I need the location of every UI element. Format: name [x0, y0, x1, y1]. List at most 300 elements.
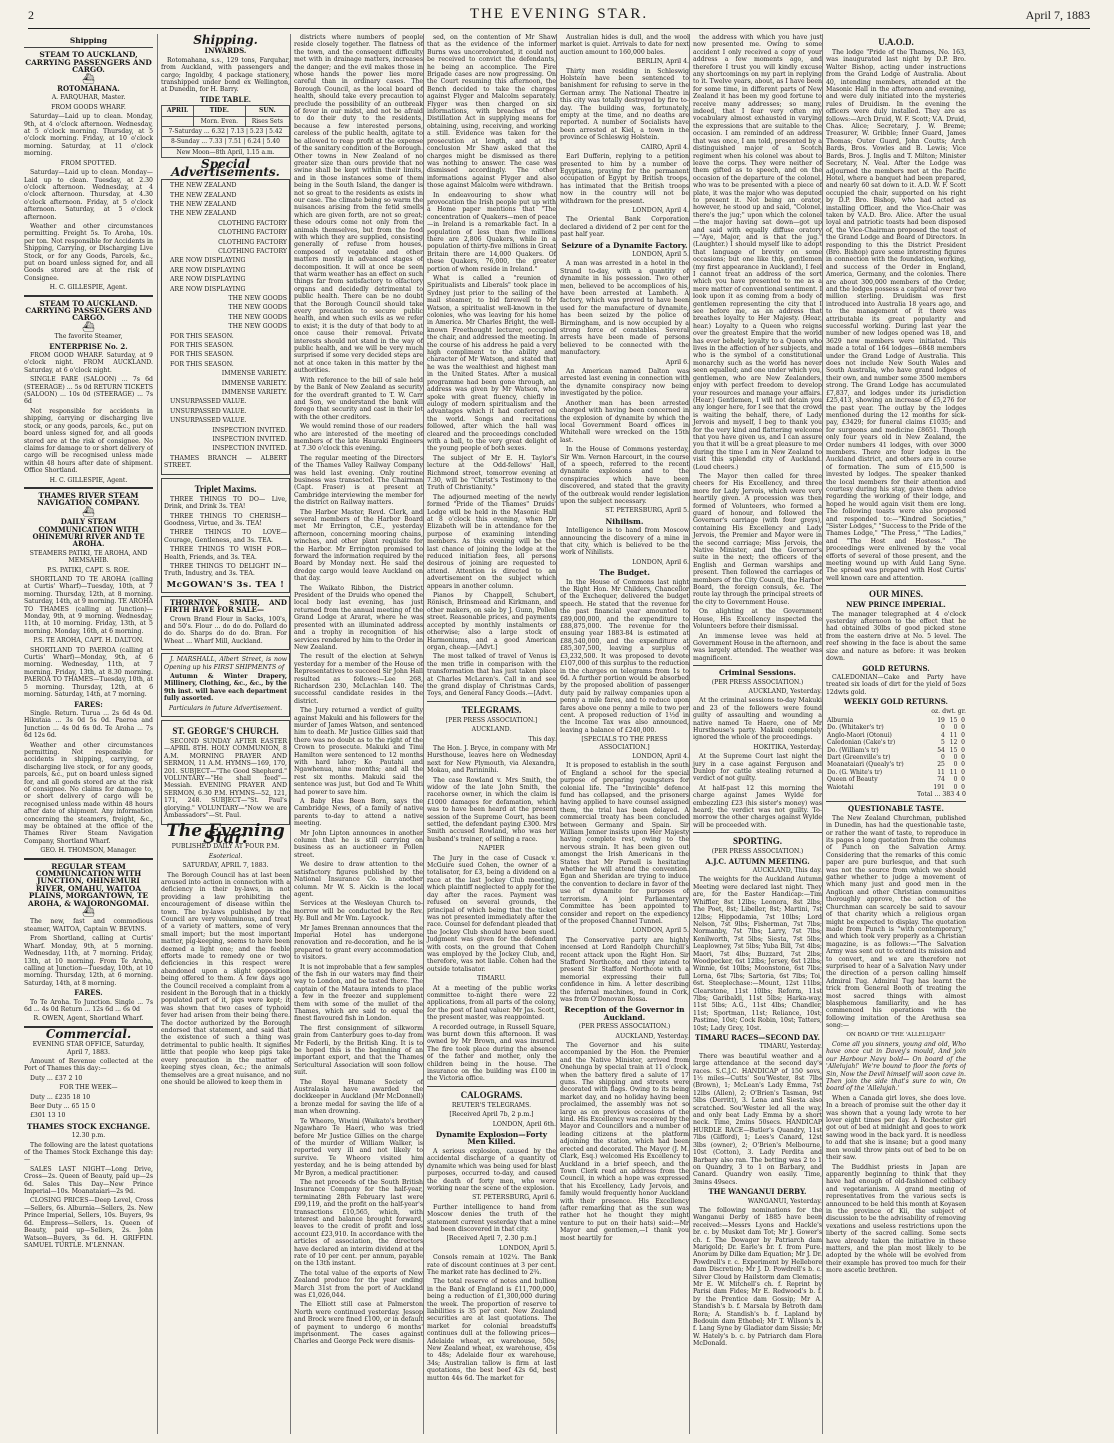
- stock-heading: THAMES STOCK EXCHANGE.: [26, 1121, 151, 1131]
- notice: Weather and other circumstances permitting. Freight 5s. To Aroha, 10s. per ton. Not responsible for Accidents in Shipping, Carrying, or Discharging Live Stock, or for any Goods, Parcels, &c., put on board unless signed for, and all Goods stored are at the risk of Consignee.: [24, 222, 153, 282]
- paragraph: The Harbor Master, Revd. Clerk, and several members of the Harbor Board met Mr Errington, C.E., yesterday afternoon, concerning mooring chains, winches, and other plant requisite for the Harbor. Mr Errington promised to forward the information required by the Board by Monday next. He said the dredge cargo would leave Auckland on that day.: [294, 508, 423, 583]
- special-heading: Special Advertisements.: [171, 157, 280, 179]
- table-cell-name: Do. (William's tr): [827, 746, 879, 754]
- telegrams-heading: TELEGRAMS.: [461, 704, 522, 715]
- press-association: (PER PRESS ASSOCIATION.): [711, 848, 804, 856]
- agent: R. OWEN, Agent, Shortland Wharf.: [33, 1015, 144, 1023]
- dateline: LONDON, April 4.: [632, 206, 689, 214]
- table-cell-oz: 54: [937, 746, 945, 754]
- paragraph: Consols remain at 102¼. The Bank rate of discount continues at 3 per cent. The market rate has declined to 2¾.: [427, 1254, 556, 1276]
- budget-heading: The Budget.: [599, 568, 650, 578]
- regular-heading: REGULAR STEAM COMMUNICATION WITH JUNCTION, OHINEMURI RIVER, OMAHU, WAITOA PLAINS, MORGANTOWN, TE AROHA, & WAIORONGOMAI.: [28, 861, 149, 908]
- table-cell-oz: 4: [941, 731, 945, 739]
- table-cell-dwt: 0: [953, 783, 958, 791]
- maxim: THREE THINGS TO CHERISH— Goodness, Virtue, and 3s. TEA!: [164, 512, 287, 527]
- steamer-label: The favorite Steamer,: [54, 333, 123, 341]
- table-cell-name: Caledonian (Cake's tr): [827, 739, 896, 747]
- table-cell-gr: 0: [961, 753, 965, 761]
- subheading: FROM SPOTTED.: [60, 159, 117, 167]
- table-cell-dwt: 0: [953, 724, 958, 732]
- press-association: (PER PRESS ASSOCIATION.): [711, 678, 804, 686]
- tide-head-april: APRIL: [162, 106, 194, 116]
- table-cell-gr: 0: [961, 746, 965, 754]
- paragraph: the address with which you have just now presented me. Owing to some accident I only received a copy of your address a few moments ago, and therefore I trust you will kindly excuse any shortcomings on my part in replying to it. Twelve years, about, as I have been for some time, in different parts of New Zealand it has been my good fortune to receive many addresses; so many, indeed, that I fear very often my vocabulary almost exhausted in varying the expressions that are suitable to the occasion. I am reminded of an address that was once, I am told, presented by a distinguished major of a Scotch regiment when his colonel was about to leave the corps. They were neither of them gifted as to speech, and on the occasion of the departure of the colonel, who was to be presented with a piece of plate, it was the major who was deputed to present it. Not being an orator, however, he stood up and said, "Colonel, there's the jug;" upon which the colonel—the major having sat down—got up and said with equally diffuse oratory—"Aye, Major, and is that the jug." (Laughter.) I should myself like to adopt that language of brevity on some occasions; but one like this, gentlemen (my first appearance in Auckland), I feel I cannot treat an address of the sort which you have presented to me as a mere matter of conventional sentiment. I look upon it as coming from a body of gentlemen representing the city that I see before me, as an address that breathes loyalty to Her Majesty. (Hear, hear.) Loyalty to a Queen who reigns over the greatest Empire that the world has ever beheld; loyalty to a Queen who lives in the affection of her subjects, and who is the symbol of a constitutional monarchy such as the world has never seen equalled; and one under which you, gentlemen, who are New Zealanders, enjoy with perfect freedom to develop your resources and manage your affairs. (Hear.) Gentlemen, I will not detain you any longer here, for I see that the crowd is waiting the behalf, there, of Lady Jervois and myself, I beg to thank you for the very kind and flattering welcome that you have given us, and I can assure you that it will be a great pleasure to me during the time I am in New Zealand to visit this splendid city of Auckland. (Loud cheers.): [693, 34, 822, 471]
- notice: Not responsible for accidents in shipping, carrying or discharging live stock, or any goods, parcels, &c., put on board unless signed for, and all goods stored are at the risk of consignee. No claims for damage to or short delivery of cargo will be recognised unless made within 48 hours after date of shipment. Office Shortland.: [24, 407, 153, 475]
- st-george-body: SECOND SUNDAY AFTER EASTER—APRIL 8TH. HOLY COMMUNION, 8 A.M. MORNING PRAYER AND SERMON, 11 A.M. HYMNS—169, 170, 201. SUBJECT—"The Good Shepherd." VOLUNTARY—"He shall feed"—Messiah. EVENING PRAYER AND SERMON, 6.30 P.M. HYMNS—52, 121, 171, 248. SUBJECT—"St. Paul's glorying." VOLUNTARY—"Now we are Ambassadors"—St. Paul.: [164, 738, 287, 820]
- column-3: [290, 34, 423, 1434]
- columns: [24, 34, 1090, 1434]
- table-row: [826, 784, 966, 791]
- page-number: 2: [28, 8, 34, 22]
- paragraph: At the criminal sessions to-day Makuki and 23 of the followers were found guilty of assaulting and wounding a native named Te Haere, one of Mr Hursthouse's party. Makuki completely ignored the whole of the proceedings.: [693, 697, 822, 742]
- dateline: AUCKLAND, Yesterday.: [615, 1032, 689, 1040]
- stock-sales: SALES LAST NIGHT—Long Drive, Cross—2s. Queen of Beauty, paid up—2s 6d. Sales This Day—New Prince Imperial—10s. Moanataiari—2s 9d.: [24, 1165, 153, 1196]
- ad-line: FOR THIS SEASON.: [170, 351, 234, 359]
- paragraph: At half-past 12 this morning the charge against James Wylde for embezzling £23 (his sister's money) was heard; the verdict was not guilty. To-morrow the other charges against Wylde will be proceeded with.: [693, 784, 822, 829]
- thames-heading: THAMES RIVER STEAM NAVIGATION COMPANY.: [37, 490, 140, 508]
- albert-street: ALBERT STREET.: [164, 454, 287, 470]
- ad-line: THE NEW ZEALAND: [170, 200, 237, 208]
- tide-row: 8-Sunday ... 7.33 | 7.51 | 6.24 | 5.40: [162, 137, 290, 147]
- paragraph: The Royal Humane Society of Australasia have awarded the dockkeeper in Auckland (Mr McDonnell) a bronze medal for saving the life of a man when drowning.: [294, 1078, 423, 1116]
- divider: [24, 47, 153, 48]
- column-5: [556, 34, 689, 1434]
- notice: Weather and other circumstances permitting. Not responsible for accidents in shipping, carrying, or discharging live stock, or for any goods, parcels, &c., put on board unless signed for, and all goods stored are at the risk of consignee. No claims for damage to, or short delivery of cargo will be recognised unless made within 48 hours after date of shipment. Any information concerning the steamers, freight, &c., may be obtained at the office of the Thames River Steam Navigation Company, Shortland Wharf.: [24, 741, 153, 845]
- table-cell-gr: 0: [961, 724, 965, 732]
- ship-icon: ⛴: [82, 73, 95, 85]
- table-cell-gr: 0: [961, 776, 965, 784]
- fares-heading: FARES:: [74, 699, 103, 709]
- table-row: [826, 724, 966, 731]
- ad-line: CLOTHING FACTORY: [218, 219, 287, 227]
- tide-table: [161, 105, 290, 158]
- press-association: [PER PRESS ASSOCIATION.]: [445, 716, 538, 724]
- paragraph: In endeavouring to show what provocation the Irish people put up with a Home paper mentions that "The concentration of Quakers—men of peace—in Ireland is a remarkable fact. In a population of less than five millions there are 2,806 Quakers, while in a population of thirty-five millions in Great Britain there are 14,000 Quakers. Of these Quakers, 76,000, the greater portion of whom reside in Ireland.": [427, 191, 556, 273]
- paragraph: In the House of Commons last night the Right Hon. Mr Childers, Chancellor of the Exchequer, delivered the budget speech. He stated that the revenue for the past financial year amounted to £89,000,000, and the expenditure to £88,875,000. The revenue for the ensuing year 1883-84 is estimated at £88,540,000, and the expenditure at £85,307,500, leaving a surplus of £3,232,500. It was proposed to devote £107,000 of this surplus to the reduction in the charges on telegrams from 1s to 6d. A further portion would be absorbed by the proposed abolition of passenger duty paid by railway companies upon a penny a mile fares, and to reduce upon fares above one penny a mile to two per cent. A proposed reduction of 1½d in the Income Tax was also announced, leaving a balance of £240,000.: [560, 578, 689, 734]
- table-cell-name: Alburnia: [827, 716, 854, 724]
- dateline: LONDON, April 4.: [632, 752, 689, 760]
- dateline: BERLIN, April 4.: [636, 58, 689, 66]
- paragraph: The Jury returned a verdict of guilty against Makuki and his followers for the murder of James Watson, and sentenced him to death. Mr Justice Gillies said that there was no doubt as to the right of the Crown to prosecute. Makuki and Timi Hamilton were sentenced to 12 months with hard labor; Ko Pautahi and Ngawhenua, nine months; and all the rest six months. Makuki said the sentence was just, but God and Te Whiti had power to save him.: [294, 707, 423, 796]
- weekly-returns-table: [826, 717, 966, 791]
- commercial-heading: Commercial.: [45, 1026, 132, 1041]
- duty: Duty ... £37 2 10: [30, 1074, 83, 1082]
- paragraph: What is called a "reunion of Spiritualists and Liberals" took place in Sydney just prior to the sailing of the mail steamer, to bid farewell to Mr Watson, a spiritualist well-known in the colonies, who was leaving for his home in America. Mr Charles Bright, the well-known Freethought lecturer, occupied the chair, and addressed the meeting. In the course of his address he paid a very high compliment to the ability and character of Mr Watson, and stated that he was the wealthiest and highest man in the United States. After a musical programme had been gone through, an address was given by Mr Watson, who spoke with great fluency, chiefly in eulogy of modern spiritualism and the advantages which it had conferred on the world. Songs and recitations followed, after which the hall was cleared and the proceedings concluded with a ball, to the very great delight of the young people of both sexes.: [427, 275, 556, 453]
- paragraph: CALEDONIAN—Cake and Party have treated six loads of dirt for the yield of 5ozs 12dwts gold.: [826, 673, 966, 696]
- column-1-shipping: [24, 34, 153, 1434]
- schedule: SHORTLAND TO TE AROHA (calling at Curtis' Wharf)—Tuesday, 10th, at 7 morning. Thursday, 12th, at 8 morning. Saturday, 14th, at 9 morning. TE AROHA TO THAMES (calling at Junction)—Monday, 9th, at 9 morning. Wednesday, 11th, at 10 morning. Friday, 13th, at 5 morning. Monday, 16th, at 6 morning.: [24, 576, 153, 635]
- dateline: LONDON, April 5.: [632, 927, 689, 935]
- table-row: [826, 732, 966, 739]
- fares: Single. Return. Turua ... 2s 6d 4s 0d. Hikutaia ... 3s 0d 5s 0d. Paeroa and Junction ... 4s 0d 6s 0d. Te Aroha ... 7s 6d 12s 6d.: [24, 709, 153, 740]
- nihilism-heading: Nihilism.: [605, 516, 644, 526]
- leader-text: The Borough Council has at last been aroused into action in connection with a deficiency in their by-laws, in not providing a law prohibiting the encouragement of disease within the town. The by-laws published by the Council are very voluminous, and treat of a variety of matters, some of very small import; but the most important matter, pig-keeping, seems to have been deemed a light one; and the feeble efforts made to remedy one or two deficiencies in this respect were abandoned upon a slight opposition being offered to them. A few days ago the Council received a complaint from a resident in the Borough that in a thickly populated part of it, pigs were kept; it was shown that two cases of typhoid fever had arisen from their being there. The doctor authorized by the Borough endorsed that statement, and said that the existence of such a thing was detrimental to public health. It signifies little that people who keep pigs take every precaution in the matter of keeping styes clean, &c.; the animals themselves are a great nuisance, and no one should be allowed to keep them in: [161, 871, 290, 1086]
- table-cell-name: Dart (Greenville's tr): [827, 753, 891, 761]
- thornton-ad: [161, 596, 290, 650]
- sporting-heading: SPORTING.: [733, 836, 782, 847]
- column-6: [689, 34, 822, 1434]
- stock-time: 12.30 p.m.: [71, 1132, 106, 1140]
- dateline: LONDON, April 6th.: [492, 1120, 556, 1128]
- dateline: This day.: [528, 735, 556, 743]
- inwards-text: Rotomahana, s.s., 129 tons, Farquhar, from Auckland, with passengers and cargo; Ingoldby, 4 package stationery, transhipped under bond ex Wellington, at Dunedin, for H. Barry.: [161, 56, 290, 94]
- table-row: [826, 747, 966, 754]
- table-cell-gr: 0: [961, 761, 965, 769]
- paragraph: Pianos by Chappell, Schubert, Rönisch, Brinsmead and Kirkmann, and other makers, on sale by J. Gunn, Pollen street. Reasonable prices, and payments accepted by monthly instalments or otherwise; also a large stock of Harmoniums, and a good American organ, cheap.—[Advt.]: [427, 592, 556, 651]
- dateline: TIMARU, Yesterday.: [759, 1043, 822, 1051]
- tide-head-time: TIDE.: [193, 106, 245, 116]
- column-2: [157, 34, 290, 1434]
- ad-line: ARE NOW DISPLAYING: [170, 285, 246, 293]
- marshall-line: Autumn & Winter Drapery, Millinery, Clothing, &c., &c., by the 9th inst. will have each department fully assorted.: [164, 673, 287, 703]
- paragraph: It is not improbable that a few samples of the fish in our waters may find their way to London, and be tasted there. The captain of the Mataura intends to place a few in the freezer and supplement them with some of the mullet of the Thames, which are said to equal the finest flavoured fish in London.: [294, 963, 423, 1023]
- paragraph: The Elliott still case at Palmerston North were continued yesterday. Jessop and Brock were fined £100, or in default of payment to undergo 6 months' imprisonment. The cases against Charles and George Peck were dismis-: [294, 1301, 423, 1346]
- maxim: THREE THINGS TO DELIGHT IN— Truth, Industry, and 3s. TEA.: [164, 562, 287, 578]
- ad-line: INSPECTION INVITED.: [212, 445, 287, 453]
- divider: [24, 487, 153, 489]
- table-cell-gr: 0: [961, 768, 965, 776]
- agent: H. C. GILLESPIE, Agent.: [49, 284, 128, 292]
- received: [Received April 7b, 2 p.m.]: [449, 1111, 534, 1119]
- tide-row: 7-Saturday ... 6.32 | 7.13 | 5.23 | 5.42: [162, 127, 290, 137]
- tide-title: TIDE TABLE.: [199, 94, 252, 104]
- ad-line: UNSURPASSED VALUE.: [170, 407, 247, 415]
- paragraph: The regular meeting of the Directors of the Thames Valley Railway Company was held last evening. Only routine business was transacted. The Chairman (Capt. Fraser) is at present at Cambridge interviewing the member for the district on Railway matters.: [294, 454, 423, 507]
- weekly-heading: WEEKLY GOLD RETURNS.: [844, 697, 948, 707]
- paragraph: The case Rowland v. Mrs Smith, the widow of the late John Smith, the racehorse owner, in which the claim is £1000 damages for defamation, which was to have been heard at the present session of the Supreme Court, has been settled, the defendant paying £300. Mrs Smith accused Rowland, who was her husband's trainer, of selling a race.: [427, 776, 556, 843]
- thames-branch: THAMES BRANCH: [170, 454, 238, 462]
- paragraph: The first consignment of silkworm grain from Canterbury goes to-day from Mr Federli, by the British King. It is to be hoped this is the beginning of an important export, and that the Thames Sericultural Association will soon follow suit.: [294, 1024, 423, 1077]
- paragraph: The Mayor then called for three cheers for His Excellency, and three more for Lady Jervois, which were very heartily given. A procession was then formed of Volunteers, who formed a guard of honour, and followed the Governor's carriage (with four greys), containing His Excellency and Lady Jervois, the Premier and Mayor were in the second carriage; Miss Jervois, the Native Minister, and the Governor's suite in the next; the officers of the English and German warships and present. Then followed the carriages of members of the City Council, the Harbor Board, the foreign consuls, &c. The route lay through the principal streets of the city to Government House.: [693, 472, 822, 606]
- triplet-maxims-ad: [161, 478, 290, 593]
- press-association: (PER PRESS ASSOCIATION.): [578, 1023, 671, 1031]
- dateline: April 6.: [665, 358, 689, 366]
- table-cell-oz: 0: [941, 753, 945, 761]
- dateline: ST. PETERSBURG, April 6.: [472, 1194, 556, 1202]
- tide-head-sun: SUN.: [245, 106, 289, 116]
- received: [Received April 7, 2.30 p.m.]: [446, 1235, 537, 1243]
- paragraph: The New Zealand Churchman, published in Dunedin, has had the questionable taste, or rather the want of taste, to reproduce in its pages a long quotation from the columns of Punch on the Salvation Army. Considering that the remarks of this comic paper are pure burlesque, and that such was not the source from which we should gather whether to judge a movement of which many just and good men in the Anglican and other Christian communities thoroughly approve, the action of the Churchman can scarcely be said to savour of that charity which a religious organ might be expected to display. The quotation made from Punch is "with contemporary," and which took very properly as a Christian magazine, is as follows:—"The Salvation Army was sent out to extend its mission and to convert, and we are therefore not surprised to hear of a Salvation Navy under the direction of a person calling himself Admiral Tug. Admiral Tug has learnt the trick from General Booth of treating the most sacred things with almost blasphemous familiarity, and he has commenced his operations with the following imitation of the Arethusa sea song:—: [826, 814, 966, 1030]
- table-cell-dwt: 11: [949, 768, 958, 776]
- ad-line: THE NEW GOODS: [228, 323, 287, 331]
- table-cell-oz: 5: [941, 739, 945, 747]
- taste-heading: QUESTIONABLE TASTE.: [848, 804, 944, 814]
- column-7: [822, 34, 966, 1434]
- weekly-total: Total ... 383 4 0: [917, 791, 966, 798]
- paragraph: On alighting at the Government House, His Excellency inspected the Volunteers before their dismissal.: [693, 608, 822, 631]
- timaru-races-heading: TIMARU RACES—SECOND DAY.: [695, 1033, 820, 1042]
- ship-icon: ⛴: [82, 321, 95, 333]
- dateline: LONDON, April 5.: [499, 1244, 556, 1252]
- motto: Esoterical.: [208, 852, 243, 860]
- steamers: STEAMERS PATIKI, TE AROHA, AND MEMSAHIB.: [29, 549, 148, 565]
- paragraph: The total reserve of notes and bullion in the Bank of England is £11,700,000, being a reduction of £1,300,000 during the week. The proportion of reserve to liabilities is 35 per cent. New Zealand securities are at last quotations. The market for colonial breadstuffs continues dull at the following prices—Adelaide wheat, ex warehouse, 50s; New Zealand wheat, ex warehouse, 45s to 48s; Adelaide flour ex warehouse, 34s; Australian tallow is firm at last quotations, the best beef 42s 6d, best mutton 44s 6d. The market for: [427, 1278, 556, 1382]
- fares-heading: FARES.: [74, 988, 103, 998]
- paragraph: Intelligence is to hand from Moscow announcing the discovery of a mine in that city, which is believed to be the work of Nihilists.: [560, 527, 689, 557]
- ad-line: IMMENSE VARIETY.: [221, 370, 287, 378]
- paragraph: The lodge "Pride of the Thames, No. 163, was inaugurated last night by D.P. Bro. Walter Bishop, acting under instructions from the Grand Lodge of Australia. About 40, intending members, attended at the Masonic Hall in the afternoon and evening, and were duly initiated into the mysteries rules of Druidism. In the evening the officers were duly installed. They are as follows:—Arch Druid, W. F. Scott; V.A. Druid, Chas. Alice; Secretary, J. W. Breme; Treasurer, W. Gribble; Inner Guard, James Thomas; Outer Guard, John Coutts; Arch Bards, Bros. Vowles and B. Lewis; Vice Bards, Bros. J. Inglis and T. Milton; Minister Secretary, N. Veal. After the Lodge was adjourned the members met at the Pacific Hotel, where a banquet had been prepared, and nearly 60 sat down to it. A.D. W. F. Scott occupied the chair, supported on his right by D.P. Bro. Bishop, who had acted as installing Officer, and the Vice-Chair was taken by V.A.D. Bro. Alice. After the usual loyal and patriotic toasts had been disposed of, the Vice-Chairman proposed the toast of the Grand Lodge and Board of Directors. In responding to this the District President (Bro. Bishop) gave some interesting figures in connection with the foundation, working, and success of the Order in England, America, Germany, and the colonies. There are about 300,000 members of the Order, and the lodges possess a capital of over two million sterling. Druidism was first introduced into Australia 18 years ago, and to the management of it there was attributable its great popularity and successful working. During last year the number of new lodges opened was 18, and 3629 new members were initiated. This made a total of 164 lodges—6848 members under the Grand Lodge of Australia. This does not include New South Wales and South Australia, who have grand lodges of their own, and number some 3500 members strong. The Grand Lodge has accumulated £7,837, and lodges under its jurisdiction £25,413, showing an increase of £5,276 for the past year. The outlay by the lodges mentioned during the 12 months for sick-pay, £3429; for funeral claims £1035; and for surgeons and medicine £8651. Though only four years old in New Zealand, the Order numbers 41 lodges, with over 3000 members. There are four lodges in the Auckland district, and others are in course of formation. The sum of £15,500 is invested by lodges. The speaker thanked the local members for their attention and courtesy during his stay, gave them advice regarding the working of their lodge, and hoped he would again visit them ere long. The following toasts were also proposed and responded to:—"Kindred Societies," "Sister Lodges," "Success to the Pride of the Thames Lodge," "The Press," "The Ladies," and "The Host and Hostess." The proceedings were enlivened by the vocal efforts of several of those present, and the meeting wound up with Auld Lang Syne. The spread was prepared with Host Curtis' well known care and attention.: [826, 49, 966, 582]
- maxim: THREE THINGS TO DO— Live, Drink, and Drink 3s. TEA!: [164, 495, 287, 511]
- table-cell-name: Queen of Beauty: [827, 776, 878, 784]
- paragraph: A serious explosion, caused by the accidental discharge of a quantity of dynamite which was being used for blast purposes, occurred to-day, and caused the death of forty men, who were working near the scene of the explosion.: [427, 1147, 556, 1192]
- dateline: AUCKLAND, This day.: [752, 867, 822, 875]
- fares: To Te Aroha. To Junction. Single ... 7s 6d ... 4s 0d Return ... 12s 6d ... 6s 0d: [24, 998, 153, 1013]
- divider: [427, 1086, 556, 1087]
- subheading: FROM GOODS WHARF.: [51, 103, 126, 111]
- reuters: REUTER'S TELEGRAMS.: [451, 1101, 532, 1109]
- ad-line: FOR THIS SEASON.: [170, 332, 234, 340]
- uao-heading: U.A.O.D.: [878, 37, 914, 47]
- paragraph: At a meeting of the public works committee to-night there were 22 applications, from all parts of the colony, for the post of land valuer. Mr Jas. Scott, the present master, was reappointed.: [427, 984, 556, 1022]
- calograms-heading: CALOGRAMS.: [460, 1089, 523, 1100]
- divider: [693, 665, 822, 666]
- paragraph: Earl Dufferin, replying to a petition presented to him by a number of Egyptians, praying for the permanent occupation of Egypt by British troops, has intimated that the British troops now in the country will not be withdrawn for the present.: [560, 153, 689, 205]
- paragraph: We would remind those of our readers who are interested of the meeting of members of the late Hauraki Engineers at 7.30 o'clock this evening.: [294, 423, 423, 453]
- table-cell-gr: 0: [961, 739, 965, 747]
- ship-icon: ⛴: [82, 506, 95, 518]
- divider: [826, 801, 966, 802]
- divider: [24, 858, 153, 860]
- clothing-factory-ad: [161, 179, 290, 475]
- ad-line: INSPECTION INVITED.: [212, 436, 287, 444]
- dateline: AUCKLAND, Yesterday.: [748, 687, 822, 695]
- seizure-heading: Seizure of a Dynamite Factory.: [561, 240, 688, 250]
- table-cell-gr: 0: [961, 731, 965, 739]
- masthead: [28, 6, 1090, 29]
- paragraph: Services at the Wesleyan Church to-morrow will be conducted by the Rev. Hy. Bull and Mr Wm. Laycock.: [294, 900, 423, 923]
- dateline: LONDON, April 6.: [632, 558, 689, 566]
- ajc-heading: A.J.C. AUTUMN MEETING.: [705, 856, 810, 866]
- schedule: Saturday—Laid up to clean. Monday—Laid up to clean. Tuesday, at 2.30 o'clock afternoon. Wednesday, at 4 o'clock afternoon. Thursday, at 4.30 o'clock afternoon. Friday, at 5 o'clock afternoon. Saturday, at 5 o'clock afternoon.: [24, 169, 153, 221]
- masthead-date: April 7, 1883: [1025, 8, 1090, 22]
- paragraph: The Conservative party are highly incensed at Lord Randolph Churchill's recent attack upon the Right Hon. Sir Stafford Northcote, and they intend to present Sir Stafford Northcote with a memorial expressing their full confidence in him. A letter describing the infernal machines, found in Cork, was from O'Donovan Rossa.: [560, 936, 689, 1003]
- ad-line: CLOTHING FACTORY: [218, 229, 287, 237]
- ad-line: CLOTHING FACTORY: [218, 247, 287, 255]
- ad-line: THE NEW ZEALAND: [170, 191, 237, 199]
- beer-duty: Beer Duty ... 65 15 0: [30, 1103, 96, 1110]
- daily-steam: DAILY STEAM COMMUNICATION WITH OHINEMURI RIVER AND TE AROHA.: [32, 517, 145, 549]
- leader-date: SATURDAY, APRIL 7, 1883.: [182, 862, 269, 870]
- ad-line: UNSURPASSED VALUE.: [170, 417, 247, 425]
- divider: [693, 832, 822, 833]
- steam-auckland-heading: STEAM TO AUCKLAND, CARRYING PASSENGERS AND CARGO.: [25, 50, 152, 75]
- ad-line: THE NEW GOODS: [228, 294, 287, 302]
- table-cell-oz: 74: [937, 776, 945, 784]
- for-week: FOR THE WEEK—: [59, 1084, 118, 1092]
- ship-name: ROTOMAHANA.: [57, 84, 120, 94]
- paragraph: A man was arrested in a hotel in the Strand to-day, with a quantity of dynamite in his possession. Two other men, believed to be accomplices of his, have been arrested at Lambeth. A factory, which was proved to have been used for the manufacture of dynamite, has been seized by the police of Birmingham, and is now occupied by a strong force of constables. Several arrests have been made of persons believed to be connected with the manufactory.: [560, 260, 689, 357]
- paragraph: Further intelligence to hand from Moscow denies the truth of the statement current yesterday that a mine had been discovered in that city.: [427, 1203, 556, 1233]
- table-row: [826, 769, 966, 776]
- ad-line: THE NEW ZEALAND: [170, 210, 237, 218]
- ad-line: FOR THIS SEASON.: [170, 342, 234, 349]
- table-row: [826, 739, 966, 746]
- tide-head-morn: Morn. Even.: [193, 116, 245, 126]
- dynamite-heading: Dynamite Explosion—Forty Men Killed.: [435, 1130, 548, 1147]
- paragraph: The subject of Mr E. H. Taylor's lecture at the Odd-fellows' Hall, Richmond street, tomorrow evening at 7.30, will be "Christ's Testimony to the Truth of Christianity.": [427, 454, 556, 492]
- dateline: LONDON, April 5.: [632, 250, 689, 258]
- ship-name: ENTERPRISE No. 2.: [49, 341, 128, 351]
- table-cell-dwt: 15: [949, 746, 958, 754]
- ad-line: INSPECTION INVITED.: [212, 426, 287, 434]
- published-line: PUBLISHED DAILY AT FOUR P.M.: [171, 843, 280, 851]
- paragraph: The following nominations for the Wanganui Derby of 1885 have been received:—Messrs Lyons and Hackle's br. c. by Musket dam Tot; Mr J. Gower's ch. f. The Dowager by Patriarch dam Marigold; Dr. Earle's br. f. from Pure. Anorum by Dilke dam Equation; Mr J. Dr. Powdrell's r. c. Experiment by Hellebore dam Discretion; Mr J. D. Powdrell's b. c. Silver Cloud by Hailstorm dam Clematis; Mr E. W. Mitchell's ch. f. Reprint by Parisi dam Fides; Mr E. Redwood's b. f. by the Prentice dam Gossip; Mr A. Standish's b. f. Marsala by Betroth dam Rora; A. Standish's b. f. Lapland by Bedouin dam Ethebel; Mr T. Wilson's b. f. Lang Syne by Gladiator dam Sissie; Mr W. Hately's b. c. by Patriarch dam Flora McDonald.: [693, 1206, 822, 1348]
- paragraph: The Hon. J. Bryce, in company with Mr Hursthouse, leaves here on Wednesday next for New Plymouth, via Alexandra, Mokau, and Parininihi.: [427, 744, 556, 775]
- paragraph: When a Canada girl loves, she does love. In a breach of promise suit the other day it was shown that a young lady wrote to her lover eight times per day. A Rochester girl got out of bed at midnight and goes to work sawing wood in the back yard. It is needless to add that she is insane; but a good many men would throw pints out of bed to be on their saw.: [826, 1094, 966, 1162]
- table-cell-name: Do. (G. White's tr): [827, 768, 883, 776]
- paragraph: We desire to draw attention to the satisfactory figures published by the National Insurance Co. in another column. Mr W. S. Aickin is the local agent.: [294, 861, 423, 898]
- column-4: [423, 34, 556, 1434]
- shipping-header: Shipping: [69, 36, 108, 45]
- prince-heading: NEW PRINCE IMPERIAL.: [846, 600, 946, 610]
- paragraph: The Jury in the case of Cusack v. McGuire sued Cohen, the owner of a totalisator, for £3, being a dividend on a race at the last Jockey Club meeting, which plaintiff neglected to apply for the day after the races. Payment was refused on several grounds, the principal of which being that the ticket was not presented immediately after the race. Counsel for defendant pleaded that the Jockey Club should have been sued. Judgment was given for the defendant with costs, on the ground that Cohen was employed by the Jockey Club, and, therefore, was not liable. Cohen had the outside totalisator.: [427, 854, 556, 973]
- paragraph: The Waikato Ribbon, the District President of the Druids who opened the local body last evening, has just returned from the annual meeting of the Grand Lodge at Ararat, where he was presented with an illuminated address and a trophy in recognition of his services rendered by him to the Order in New Zealand.: [294, 584, 423, 651]
- paragraph: An immense levee was held at Government House in the afternoon, and was largely attended. The weather was magnificent.: [693, 632, 822, 662]
- masthead-title: THE EVENING STAR.: [469, 6, 649, 22]
- paragraph: The most talked of travel of Venus is the men trifle in comparison with the transformation that has just taken place at Charles McLaren's. Call in and see the grand display of Christmas Cards, Toys, and General Fancy Goods.—[Advt.: [427, 653, 556, 698]
- thornton-body: Crown Brand Flour in Sacks, 100's, and 50's. Flour ... do do do. Pollard do do do. Sharps do do do. Bran. For Wheat ... Wharf Mill, Auckland.: [164, 615, 287, 645]
- dateline: ST. PETERSBURG, April 5.: [605, 507, 689, 515]
- paragraph: Australian hides is dull, and the wool market is quiet. Arrivals to date for next auction amount to 160,000 bales.: [560, 34, 689, 56]
- marshall-ad: [161, 653, 290, 717]
- ad-line: ARE NOW DISPLAYING: [170, 266, 246, 274]
- office-line: EVENING STAR OFFICE, Saturday, April 7, 1883.: [32, 1041, 145, 1056]
- maxim: THREE THINGS TO WISH FOR— Health, Friends, and 3s. TEA.: [164, 546, 287, 561]
- paragraph: Thirty men residing in Schleswig Holstein have been sentenced to banishment for refusing to serve in the German army. The National Theatre in this city was totally destroyed by fire to-day. The building was, fortunately, empty at the time, and no deaths are reported. A number of Socialists have been arrested at Kiel, a town in the province of Schleswig Holstein.: [560, 67, 689, 142]
- table-cell-gr: 0: [961, 716, 965, 724]
- waitoa: The new, fast and commodious steamer, WAITOA, Captain W. BEVINS.: [24, 918, 153, 933]
- table-cell-name: Anglo-Maori (Otonui): [827, 731, 892, 739]
- duty: Duty ... £235 18 10: [30, 1093, 91, 1101]
- table-row: [826, 717, 966, 724]
- alleluia-heading: ON BOARD OF THE 'ALLELUJAH!': [846, 1031, 946, 1038]
- gold-returns-heading: GOLD RETURNS.: [862, 663, 930, 673]
- ad-line: FOR THIS SEASON.: [170, 360, 234, 368]
- mines-heading: OUR MINES.: [868, 589, 923, 600]
- revenue: Amount of Revenue collected at the Port of Thames this day:—: [24, 1057, 153, 1073]
- table-cell-dwt: 0: [953, 776, 958, 784]
- table-cell-oz: 25: [937, 761, 945, 769]
- fares: SINGLE FARE (SALOON) ... 7s 6d (STEERAGE) ... 5s 0d RETURN TICKETS (SALOON) ... 10s 0d (STEERAGE) ... 7s 6d: [24, 376, 153, 406]
- reception-heading: Reception of the Governor in Auckland.: [564, 1005, 685, 1022]
- schedule: Saturday—Laid up to clean. Monday, 9th, at 4 o'clock afternoon. Wednesday, at 5 o'clock morning. Thursday, at 5 o'clock morning. Friday, at 10 o'clock morning. Saturday, at 11 o'clock morning.: [24, 113, 153, 158]
- master: A. FARQUHAR, Master.: [51, 94, 126, 102]
- wanganui-heading: THE WANGANUI DERBY.: [708, 1187, 807, 1197]
- paragraph: The net proceeds of the South British Insurance Company for the half-year, terminating 28th February last were £99,119, and the profit on the half-year's transactions £10,565, which, with interest and balance brought forward, leaves to the credit of profit and loss account £23,910. In accordance with the articles of association, the directors have declared an interim dividend at the rate of 10 per cent. per annum, payable on the 13th instant.: [294, 1178, 423, 1268]
- paragraph: A recorded outrage, in Russell Square, was burnt down this afternoon. It was owned by Mr Brown, and was insured. The fire took place during the absence of the father and mother, only the children being in the house. The insurance on the building was £100 in the Victoria office.: [427, 1023, 556, 1083]
- table-cell-dwt: 12: [949, 739, 958, 747]
- table-cell-oz: 19: [937, 716, 945, 724]
- paragraph: The total value of the exports of New Zealand produce for the year ending March 31st from the port of Auckland was £1,026,044.: [294, 1269, 423, 1300]
- paragraph: The adjourned meeting of the newly formed "Pride of the Thames" Druids' Lodge will be held in the Masonic Hall at 8 o'clock this evening, when Dr Elizabeth will be in attendance for the purpose of examining intending members. As this evening will be the last chance of joining the lodge at the reduced initiation fees, all persons desirous of joining are requested to attend. Attention is directed to an advertisement on the subject which appears in another column.: [427, 493, 556, 590]
- schedule: FROM GOOD WHARF. Saturday, at 9 o'clock night. FROM AUCKLAND. Saturday, at 6 o'clock night.: [24, 352, 153, 374]
- ad-line: CLOTHING FACTORY: [218, 238, 287, 246]
- moon: New Moon—8th April, 1.15 a.m.: [162, 147, 290, 157]
- paragraph: The Oriental Bank Corporation declared a dividend of 2 per cent for the past half year.: [560, 216, 689, 239]
- ad-line: THE NEW GOODS: [228, 313, 287, 321]
- marshall-line: J. MARSHALL, Albert Street, is now Opening up his FIRST SHIPMENTS of: [164, 656, 287, 671]
- maxim: THREE THINGS TO LOVE— Courage, Gentleness, and 3s. TEA.: [164, 529, 287, 544]
- table-cell-name: Do. (Whitaker's tr): [827, 724, 884, 732]
- table-cell-name: Waiotahi: [827, 783, 854, 791]
- paragraph: The Governor and his suite accompanied by the Hon. the Premier and the Native Minister, arrived from Onehunga by special train at 11 o'clock, when the battery fired a salute of 17 guns. The shipping and streets were decorated with flags. Owing to its being market day, and no holiday having been proclaimed, the assembly was not so large as on previous occasions of the kind. His Excellency was received by the Mayor and Councillors and a number of leading citizens at the platform adjoining the station, which had been erected and decorated. The Mayor (J. M. Clark, Esq.) welcomed His Excellency to Auckland in a brief speech, and the Town Clerk read an address from the Council, in which a hope was expressed that his Excellency, Lady Jervois, and family would frequently honor Auckland with their presence. His Excellency (after remarking that as the sun was rather hot he thought they might venture to put on their hats) said:—Mr Mayor and gentlemen,—I thank you most heartily for: [560, 1042, 689, 1242]
- table-cell-oz: 11: [937, 768, 945, 776]
- paragraph: The result of the election at Selwyn yesterday for a member of the House of Representatives to succeed Sir John Hall resulted as follows:—Lee 268, Richardson 230, McLachlan 140. The successful candidate resides in the district.: [294, 653, 423, 705]
- dateline: CAIRO, April 4.: [640, 143, 689, 151]
- steam-auckland-heading-2: STEAM TO AUCKLAND. CARRYING PASSENGERS AND CARGO.: [25, 298, 152, 323]
- divider: [24, 295, 153, 297]
- tide-head-rises: Rises Sets: [245, 116, 289, 126]
- total: £301 13 10: [30, 1112, 66, 1120]
- table-row: [826, 754, 966, 761]
- ad-line: THE NEW GOODS: [228, 304, 287, 312]
- specials: [SPECIALS TO THE PRESS ASSOCIATION.]: [581, 736, 668, 751]
- st-george-ad: [161, 720, 290, 824]
- divider: [826, 585, 966, 586]
- paragraph: There was beautiful weather and a large attendance at the second day's races. S.C.J.C. HANDICAP of 150 sovs, 1½ miles—Cutts' Sou'Wester, 8st 7lbs (Brown), 1; McLean's Lady Emma, 7st 12lbs (Allen), 2; O'Brien's Tasman, 9st 5lbs (Derritt), 3. Lena and Siesta also scratched. Sou'Wester led all the way, and only beat Lady Emma by a short neck. Time, 2mins 50secs. HANDICAP HURDLE RACE—Butler's Quandry, 11st 7lbs (Gifford), 1; Lees's Canard, 12st 3lbs (owner), 2; O'Brien's Melbourne, 10st (Cotton), 3. Lady Perdita and Barbary also ran. The betting was 2 to 1 on Quandry, 3 to 1 on Barbary, and Canard. Quandry won easily. Time, 3mins 49secs.: [693, 1052, 822, 1186]
- st-george-heading: ST. GEORGE'S CHURCH.: [172, 726, 279, 737]
- mcgowan-tea: McGOWAN'S 3s. TEA !: [166, 579, 285, 590]
- table-row: [826, 761, 966, 768]
- paragraph: Te Wheoro, Wiwini (Waikato's brother) Ngawharo Te Haeri, who was tried before Mr Justice Gillies on the charge of the murder of William Walker, is reported very ill and not likely to survive. Te Wheoro visited him yesterday, and he is being attended by Mr Byron, a medical practitioner.: [294, 1117, 423, 1177]
- paragraph: The weights for the Auckland Autumn Meeting were declared last night. They are, for the Easter Handicap:—Tim Whiffler, 8st 12lbs; Leonora, 8st 2lbs; The Poet, 8st; Libeller, 8st; Martini, 7st 12lbs; Hippodamia, 7st 10lbs; Lord Nelson, 7st 9lbs; Fisherman, 7st 7lbs; Normanby, 7st 7lbs; Larry, 7st 7lbs; Kenilworth, 7st 5lbs; Siesta, 7st 5lbs; Leaplowney, 7st 5lbs; Yuba Bill, 7st 4lbs; Maori, 7st 4lbs; Buzzard, 7st 2lbs; Woodpecker, 6st 12lbs; Jersey, 6st 12lbs; Winnie, 6st 10lbs; Moonstone, 6st 7lbs; Lorna, 6st 7lbs; Sartoria, 6st 7lbs; Toi, 6st. Steeplechase:—Mount, 12st 11lbs; Clearstone, 11st 10lbs; Reform, 11st 7lbs; Garibaldi, 11st 5lbs; Harka-way, 11st 5lbs; A.G., 11st 4lbs; Chandler, 11st; Sportman, 11st; Reliance, 10st; Pastime, 10st; Cock Robin, 10st; Tatters, 10st; Lady Grey, 10st.: [693, 876, 822, 1032]
- paragraph: In the House of Commons yesterday, Sir Wm. Vernon Harcourt, in the course of a speech, referred to the recent dynamite explosions and to the conspiracies which have been discovered, and stated that the gravity of the outbreak would render legislation upon the subject necessary.: [560, 446, 689, 505]
- ad-line: THAMES BRANCH — ALBERT STREET.: [164, 454, 287, 470]
- ad-line: THE NEW ZEALAND: [170, 182, 237, 190]
- inwards: INWARDS.: [204, 46, 247, 56]
- paragraph: With reference to the bill of sale held by the Bank of New Zealand as security for the overdraft granted to T. W. Carr and Son, we understand the bank will forego that security and cast in their lot with the other creditors.: [294, 376, 423, 421]
- paragraph: Another man has been arrested charged with having been concerned in the explosion of dynamite by which the local Government Board offices in Whitehall were wrecked on the 15th last.: [560, 399, 689, 444]
- evening-star-title: The Evening Star.: [166, 820, 285, 848]
- te-aroha: P.S. TE AROHA, CAPT. H. DALTON.: [33, 637, 144, 645]
- triplet-heading: Triplet Maxims.: [194, 483, 257, 494]
- ad-line: ARE NOW DISPLAYING: [170, 257, 246, 265]
- stock-market: CLOSING PRICES—Deep Level, Cross—Sellers, 6s. Alburnia—Sellers, 2s. New Prince Imperial, Sellers, 10s. Buyers, 9s 6d. Empress—Sellers, 1s. Queen of Beauty, paid up—Sellers, 2s. John Watson—Buyers, 3s 6d. H. GRIFFIN. SAMUEL TURTLE. M'LENNAN.: [24, 1197, 153, 1249]
- dateline: TIMARU.: [477, 975, 506, 983]
- ad-line: UNSURPASSED VALUE.: [170, 398, 247, 406]
- ship-icon: ⛴: [82, 907, 95, 919]
- paragraph: A Baby Has Been Born, says the Cambridge News, of a family of native parents to-day to attend a native meeting.: [294, 798, 423, 828]
- table-cell-oz: 191: [933, 783, 945, 791]
- weekly-col-head: oz. dwt. gr.: [931, 707, 966, 715]
- stock-intro: The following are the latest quotations of the Thames Stock Exchange this day:—: [24, 1141, 153, 1164]
- dateline: AUCKLAND.: [471, 726, 512, 734]
- patiki: P.S. PATIKI, CAPT. S. ROE.: [47, 566, 130, 574]
- marshall-line: Particulars in future Advertisement.: [168, 704, 283, 712]
- table-cell-gr: 0: [961, 783, 965, 791]
- table-cell-oz: 0: [941, 724, 945, 732]
- dateline: NAPIER: [478, 845, 505, 853]
- table-cell-dwt: 0: [953, 761, 958, 769]
- criminal-heading: Criminal Sessions.: [719, 668, 796, 678]
- dateline: WANGANUI, Yesterday.: [747, 1197, 822, 1205]
- table-cell-name: Moanataiari (Quealy's tr): [827, 761, 904, 769]
- ad-line: IMMENSE VARIETY.: [221, 379, 287, 387]
- paragraph: districts where numbers of people reside closely together. The flatness of the town, and the consequent difficulty met with in drainage matters, increases the danger; and the evil makes those in whose hands the power lies more careful than in ordinary cases. The Borough Council, as the local board of health, should take every precaution to preclude the possibility of an outbreak of fever in our midst, and not be afraid to do their duty to the residents, because a few interested persons, careless of the public health, agitate to be allowed to reap profit at the expense of the sanitary condition of the Borough. Other towns in New Zealand of no greater size than ours provide that no swine shall be kept within their limits, and in those instances some of them being in the South Island, the danger is not so great to the residents as exists in our case. The climate being so warm the nuisances arising from the fetid smells which are given forth, are not so great; these odours come not only from the animals themselves, but from the food with which they are supplied, consisting generally of refuse from houses, composed of vegetable and other matters mostly in advanced stages of decomposition. It will at once be seen that warm weather has an effect on such things far from satisfactory to olfactory organs and decidedly detrimental to public health. There can be no doubt that the Borough Council should take every precaution to secure public health, and when such evils as we refer to exist; it is the duty of that body to at once cause their removal. Private interests should not stand in the way of public health, and we will be very much surprised if some very decided steps are not at once taken in this matter by the authorities.: [294, 34, 423, 375]
- paragraph: The manager telegraphed at 4 o'clock yesterday afternoon to the effect that he had obtained 30lbs of good picked stone from the eastern drive at No. 5 level. The reef showing in the face is about the same size and nature as before: it was broken down.: [826, 610, 966, 663]
- paragraph: Mr John Lipton announces in another column that he is still carrying on business as an auctioneer in Pollen street.: [294, 829, 423, 859]
- shipping-header-2: Shipping.: [193, 34, 258, 47]
- schedule: SHORTLAND TO PAEROA (calling at Curtis' Wharf)—Monday, 9th, at 6 morning. Wednesday, 11th, at 7 morning. Friday, 13th, at 8.30 morning. PAEROA TO THAMES—Tuesday, 10th, at 5 morning. Thursday, 12th, at 6 morning. Saturday, 14th, at 7 morning.: [24, 646, 153, 699]
- table-cell-dwt: 11: [949, 731, 958, 739]
- poem: Come all you sinners, young and old, Who have once cut in Davey's mould, And join our Harbour Navy bold— On board of the 'Allelujah!' We're bound to floor the forts of Sin, Now the Devil himself will soon cave in. Then join the side that's sure to win, On board of the 'Allelujah.': [826, 1041, 966, 1093]
- schedule: From Shortland, calling at Curtis' Wharf. Monday, 9th, at 5 morning. Wednesday, 11th, at 7 morning. Friday, 13th, at 10 morning. From Te Aroha, calling at Junction—Tuesday, 10th, at 10 morning. Thursday, 12th, at 6 morning. Saturday, 14th, at 8 morning.: [24, 935, 153, 987]
- dateline: HOKITIKA, Yesterday.: [753, 743, 822, 751]
- paragraph: At the Supreme Court last night the jury in a case against Ferguson and Dunlop for cattle stealing returned a verdict of not guilty.: [693, 753, 822, 783]
- ad-line: ARE NOW DISPLAYING: [170, 276, 246, 284]
- thornton-title: THORNTON, SMITH, AND FIRTH HAVE FOR SALE—: [164, 597, 287, 615]
- divider: [427, 701, 556, 702]
